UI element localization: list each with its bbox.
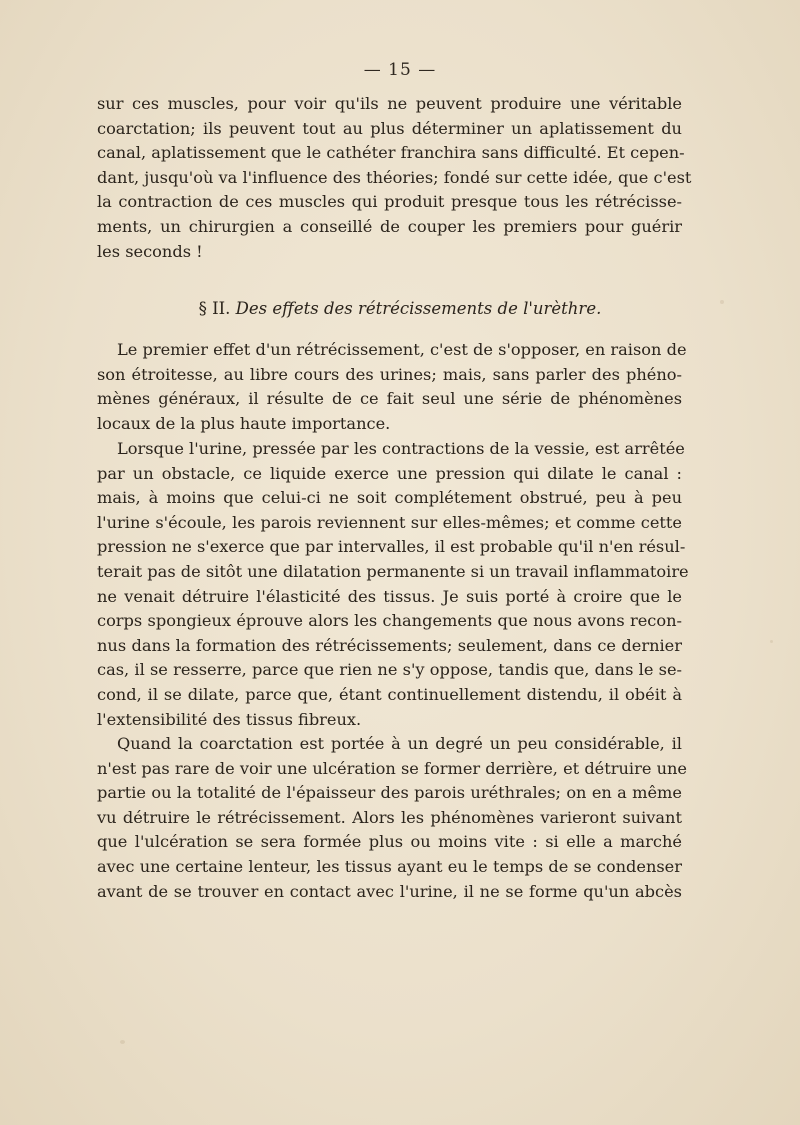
- paper-stain: [120, 1040, 125, 1044]
- text-line: ments, un chirurgien a conseillé de couper les premiers pour guérir: [97, 216, 682, 236]
- text-line: partie ou la totalité de l'épaisseur des parois uréthrales; on en a même: [97, 783, 682, 803]
- text-line: terait pas de sitôt une dilatation permanente si un travail inflammatoire: [97, 561, 689, 581]
- text-line: canal, aplatissement que le cathéter franchira sans difficulté. Et cepen-: [97, 143, 685, 163]
- text-line: son étroitesse, au libre cours des urines; mais, sans parler des phéno-: [97, 364, 682, 384]
- text-line: que l'ulcération se sera formée plus ou moins vite : si elle a marché: [97, 832, 682, 852]
- text-line: avant de se trouver en contact avec l'urine, il ne se forme qu'un abcès: [97, 881, 682, 901]
- text-line: la contraction de ces muscles qui produit presque tous les rétrécisse-: [97, 192, 682, 212]
- paragraph-4: [97, 732, 687, 904]
- text-line: n'est pas rare de voir une ulcération se former derrière, et détruire une: [97, 758, 687, 778]
- text-line: par un obstacle, ce liquide exerce une pression qui dilate le canal :: [97, 463, 682, 483]
- text-line: dant, jusqu'où va l'influence des théories; fondé sur cette idée, que c'est: [97, 167, 692, 187]
- text-line: avec une certaine lenteur, les tissus ayant eu le temps de se condenser: [97, 856, 682, 876]
- text-line: mènes généraux, il résulte de ce fait seul une série de phénomènes: [97, 389, 682, 409]
- text-line: sur ces muscles, pour voir qu'ils ne peuvent produire une véritable: [97, 94, 682, 113]
- text-line: les seconds !: [97, 241, 203, 261]
- page-number: — 15 —: [363, 60, 437, 80]
- text-line: mais, à moins que celui-ci ne soit complétement obstrué, peu à peu: [97, 488, 682, 508]
- section-heading: [0, 299, 800, 318]
- text-line: locaux de la plus haute importance.: [97, 413, 391, 433]
- paper-stain: [770, 640, 773, 643]
- text-line: l'extensibilité des tissus fibreux.: [97, 709, 362, 729]
- paragraph-1: [97, 92, 692, 264]
- text-line: pression ne s'exerce que par intervalles, il est probable qu'il n'en résul-: [97, 537, 686, 557]
- section-number: § II.: [198, 299, 231, 318]
- text-line: Le premier effet d'un rétrécissement, c'est de s'opposer, en raison de: [117, 340, 687, 359]
- text-line: corps spongieux éprouve alors les changements que nous avons recon-: [97, 611, 682, 631]
- text-line: ne venait détruire l'élasticité des tissus. Je suis porté à croire que le: [97, 586, 682, 606]
- text-line: cond, il se dilate, parce que, étant continuellement distendu, il obéit à: [97, 684, 682, 704]
- text-line: vu détruire le rétrécissement. Alors les phénomènes varieront suivant: [97, 807, 682, 827]
- text-line: Lorsque l'urine, pressée par les contractions de la vessie, est arrêtée: [117, 439, 685, 458]
- text-line: cas, il se resserre, parce que rien ne s'y oppose, tandis que, dans le se-: [97, 660, 682, 680]
- text-line: Quand la coarctation est portée à un degré un peu considérable, il: [117, 734, 682, 753]
- text-line: nus dans la formation des rétrécissements; seulement, dans ce dernier: [97, 635, 682, 655]
- paragraph-3: [97, 437, 689, 732]
- paper-stain: [720, 300, 724, 304]
- text-line: coarctation; ils peuvent tout au plus déterminer un aplatissement du: [97, 118, 682, 138]
- paragraph-2: [97, 338, 687, 436]
- section-title: Des effets des rétrécissements de l'urèthre.: [235, 299, 602, 318]
- text-line: l'urine s'écoule, les parois reviennent sur elles-mêmes; et comme cette: [97, 512, 682, 532]
